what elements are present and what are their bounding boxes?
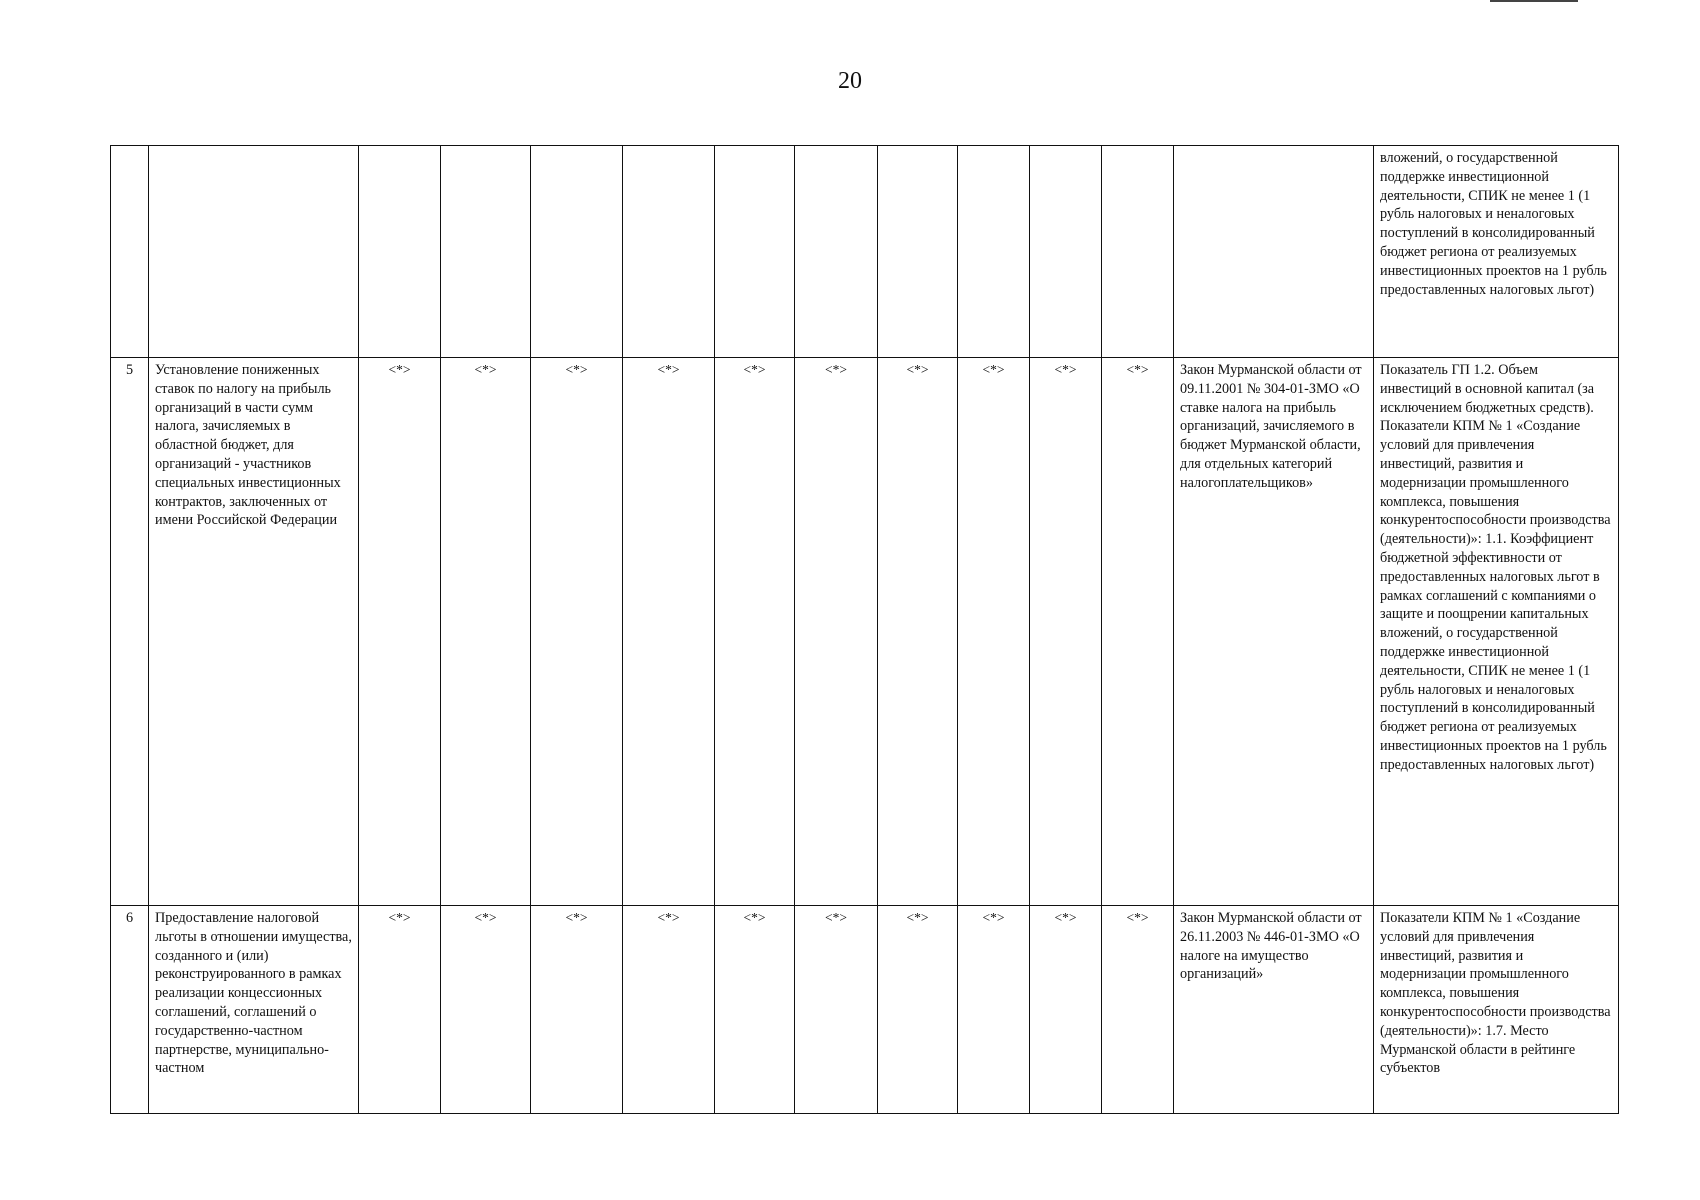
benefit-description-cell [149,146,359,358]
year-mark-cell: <*> [359,906,441,1114]
year-mark-cell: <*> [958,906,1030,1114]
row-number-cell [111,146,149,358]
table-row [111,358,1619,906]
year-mark-cell: <*> [1102,358,1174,906]
benefit-description-cell: Предоставление налоговой льготы в отношении имущества, созданного и (или) реконструированного в рамках реализации концессионных соглашений, соглашений о государственно-частном партнерстве, муниципально-частном [149,906,359,1114]
year-mark-cell: <*> [715,358,795,906]
year-mark-cell: <*> [1030,358,1102,906]
indicators-cell: Показатель ГП 1.2. Объем инвестиций в основной капитал (за исключением бюджетных средств). Показатели КПМ № 1 «Создание условий для привлечения инвестиций, развития и модернизации промышленного комплекса, повышения конкурентоспособности производства (деятельности)»: 1.1. Коэффициент бюджетной эффективности от предоставленных налоговых льгот в рамках соглашений с компаниями о защите и поощрении капитальных вложений, о государственной поддержке инвестиционной деятельности, СПИК не менее 1 (1 рубль налоговых и неналоговых поступлений в консолидированный бюджет региона от реализуемых инвестиционных проектов на 1 рубль предоставленных налоговых льгот) [1374,358,1619,906]
year-mark-cell [958,146,1030,358]
year-mark-cell [531,146,623,358]
year-mark-cell: <*> [359,358,441,906]
row-number-cell: 6 [111,906,149,1114]
page-number: 20 [838,68,862,94]
indicators-cell: Показатели КПМ № 1 «Создание условий для привлечения инвестиций, развития и модернизации промышленного комплекса, повышения конкурентоспособности производства (деятельности)»: 1.7. Место Мурманской области в рейтинге субъектов [1374,906,1619,1114]
year-mark-cell: <*> [623,906,715,1114]
law-reference-cell: Закон Мурманской области от 09.11.2001 № 304-01-ЗМО «О ставке налога на прибыль организаций, зачисляемого в бюджет Мурманской области, для отдельных категорий налогоплательщиков» [1174,358,1374,906]
year-mark-cell: <*> [795,358,878,906]
year-mark-cell: <*> [715,906,795,1114]
benefits-table [110,145,1619,1114]
row-number-cell: 5 [111,358,149,906]
year-mark-cell [441,146,531,358]
year-mark-cell: <*> [531,906,623,1114]
year-mark-cell [623,146,715,358]
table-row [111,146,1619,358]
year-mark-cell [359,146,441,358]
year-mark-cell: <*> [795,906,878,1114]
year-mark-cell: <*> [531,358,623,906]
year-mark-cell: <*> [878,906,958,1114]
year-mark-cell: <*> [441,906,531,1114]
year-mark-cell: <*> [1102,906,1174,1114]
year-mark-cell [1102,146,1174,358]
corner-rule [1490,0,1578,2]
year-mark-cell: <*> [623,358,715,906]
law-reference-cell [1174,146,1374,358]
year-mark-cell: <*> [878,358,958,906]
year-mark-cell [795,146,878,358]
year-mark-cell [715,146,795,358]
benefit-description-cell: Установление пониженных ставок по налогу на прибыль организаций в части сумм налога, зачисляемых в областной бюджет, для организаций - участников специальных инвестиционных контрактов, заключенных от имени Российской Федерации [149,358,359,906]
year-mark-cell: <*> [1030,906,1102,1114]
table-row [111,906,1619,1114]
year-mark-cell [878,146,958,358]
year-mark-cell [1030,146,1102,358]
year-mark-cell: <*> [958,358,1030,906]
year-mark-cell: <*> [441,358,531,906]
indicators-cell: вложений, о государственной поддержке инвестиционной деятельности, СПИК не менее 1 (1 рубль налоговых и неналоговых поступлений в консолидированный бюджет региона от реализуемых инвестиционных проектов на 1 рубль предоставленных налоговых льгот) [1374,146,1619,358]
law-reference-cell: Закон Мурманской области от 26.11.2003 № 446-01-ЗМО «О налоге на имущество организаций» [1174,906,1374,1114]
